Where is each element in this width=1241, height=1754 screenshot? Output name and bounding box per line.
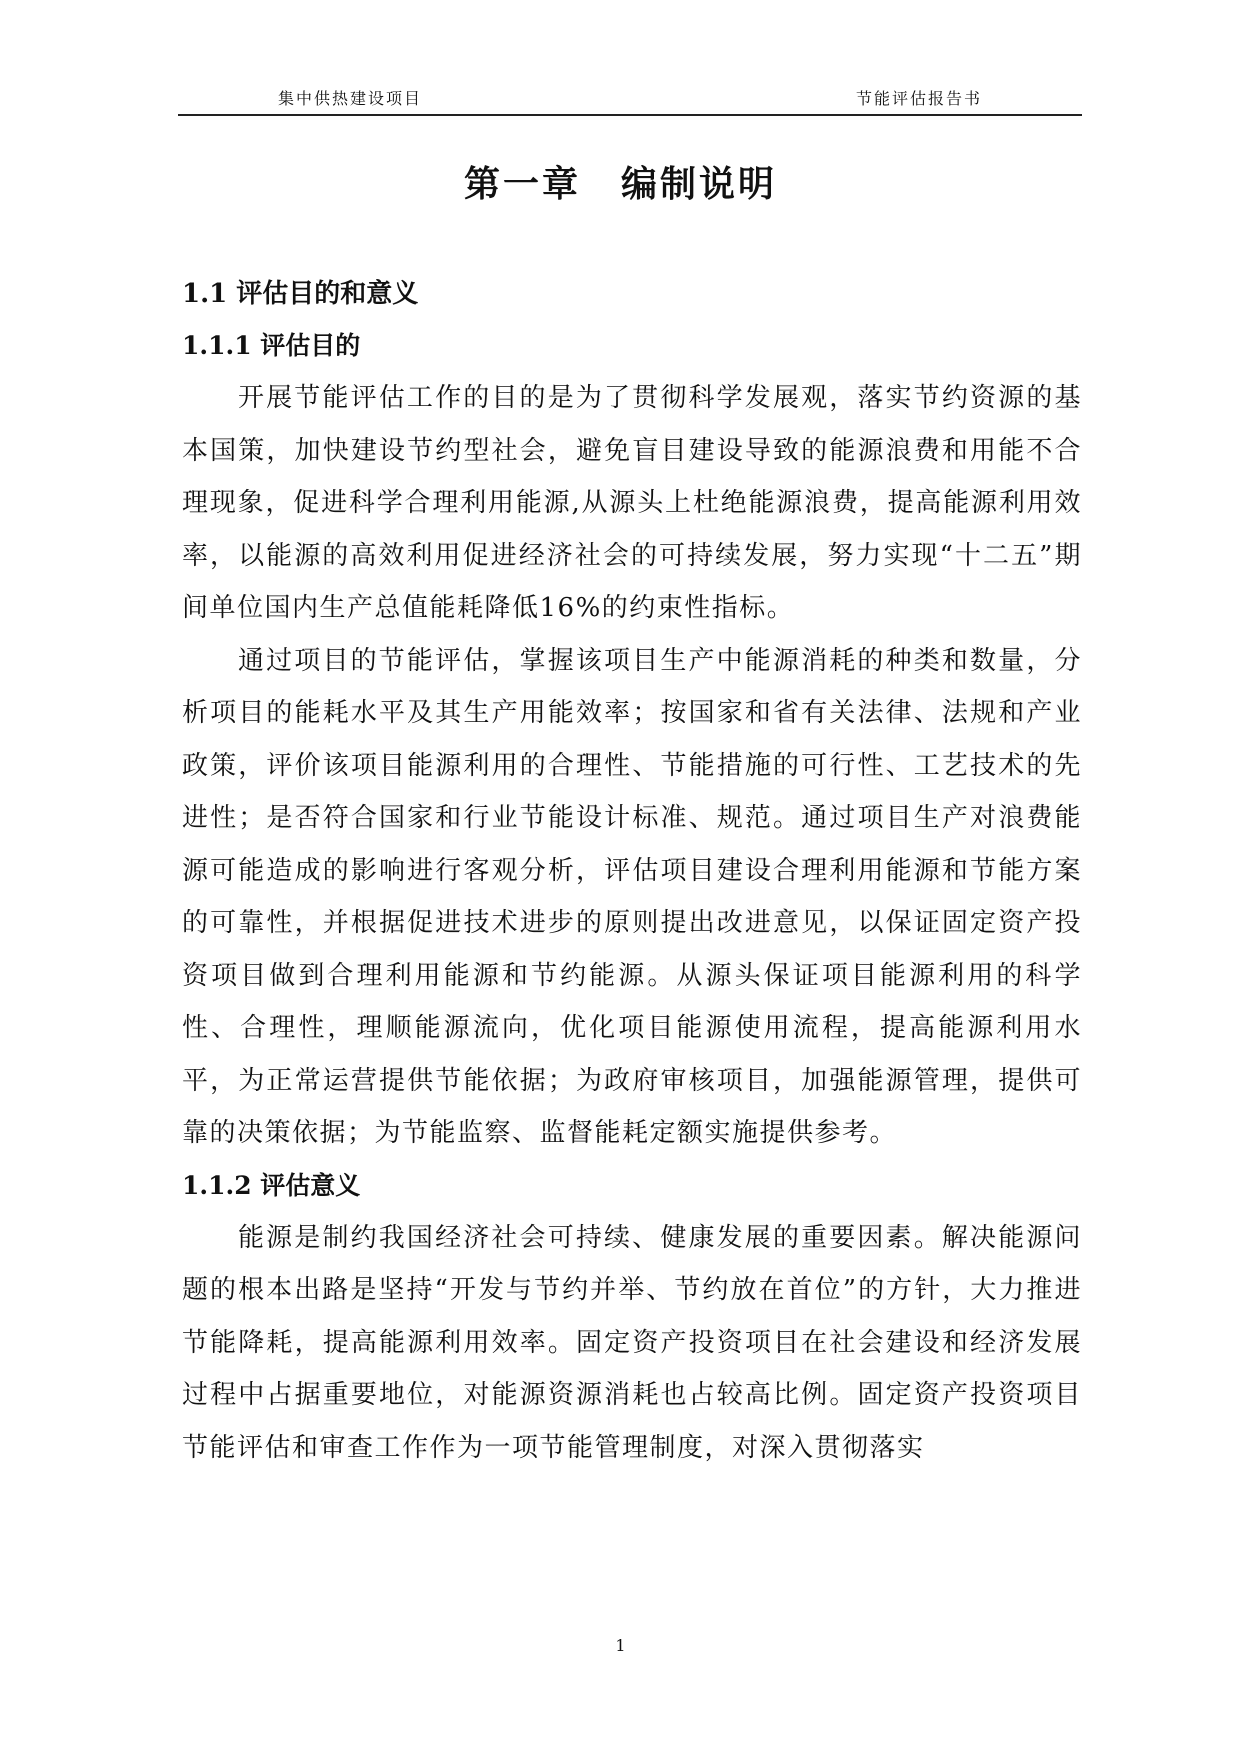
header-project-name: 集中供热建设项目 [278, 89, 423, 108]
page-number: 1 [615, 1636, 626, 1655]
page-header [178, 84, 1082, 116]
paragraph-purpose-1: 开展节能评估工作的目的是为了贯彻科学发展观，落实节约资源的基本国策，加快建设节约型社会，避免盲目建设导致的能源浪费和用能不合理现象，促进科学合理利用能源,从源头上杜绝能源浪费，提高能源利用效率，以能源的高效利用促进经济社会的可持续发展，努力实现“十二五”期间单位国内生产总值能耗降低16%的约束性指标。 [182, 383, 1082, 623]
paragraph-significance-1: 能源是制约我国经济社会可持续、健康发展的重要因素。解决能源问题的根本出路是坚持“开发与节约并举、节约放在首位”的方针，大力推进节能降耗，提高能源利用效率。固定资产投资项目在社会建设和经济发展过程中占据重要地位，对能源资源消耗也占较高比例。固定资产投资项目节能评估和审查工作作为一项节能管理制度，对深入贯彻落实 [182, 1222, 1082, 1463]
page-content [182, 268, 1082, 1474]
paragraph-purpose-2: 通过项目的节能评估，掌握该项目生产中能源消耗的种类和数量，分析项目的能耗水平及其生产用能效率；按国家和省有关法律、法规和产业政策，评价该项目能源利用的合理性、节能措施的可行性、工艺技术的先进性；是否符合国家和行业节能设计标准、规范。通过项目生产对浪费能源可能造成的影响进行客观分析，评估项目建设合理利用能源和节能方案的可靠性，并根据促进技术进步的原则提出改进意见，以保证固定资产投资项目做到合理利用能源和节约能源。从源头保证项目能源利用的科学性、合理性，理顺能源流向，优化项目能源使用流程，提高能源利用水平，为正常运营提供节能依据；为政府审核项目，加强能源管理，提供可靠的决策依据；为节能监察、监督能耗定额实施提供参考。 [182, 645, 1082, 1148]
chapter-title [0, 156, 1241, 207]
chapter-number: 第一章 [463, 163, 581, 205]
chapter-name: 编制说明 [621, 163, 778, 205]
section-heading-1-1-2: 1.1.2 评估意义 [182, 1170, 361, 1200]
header-report-type: 节能评估报告书 [856, 89, 983, 108]
section-heading-1-1-1: 1.1.1 评估目的 [182, 331, 361, 360]
section-heading-1-1: 1.1 评估目的和意义 [182, 279, 419, 309]
